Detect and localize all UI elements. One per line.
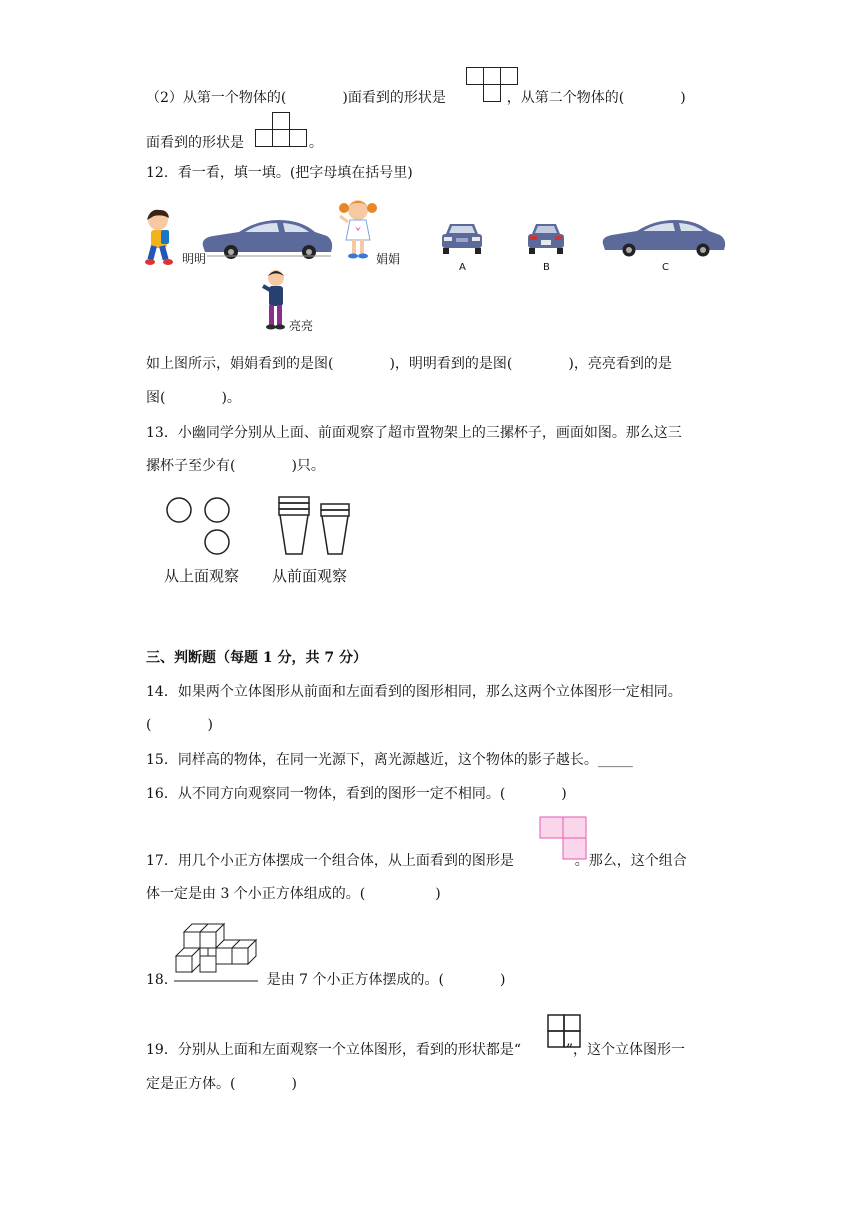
q18-text: 是由 7 个小正方体摆成的。( ) (266, 972, 506, 988)
q11-part2-text-b: ，从第二个物体的( ) (506, 90, 686, 106)
girl-juanjuan-icon (338, 196, 378, 260)
q15-line: 15．同样高的物体，在同一光源下，离光源越近，这个物体的影子越长。_____ (146, 752, 633, 768)
q12-answer-line2: 图( )。 (146, 390, 241, 406)
q18-num: 18． (146, 972, 178, 988)
boy-mingming-icon (144, 208, 180, 268)
q16-line: 16．从不同方向观察同一物体，看到的图形一定不相同。( ) (146, 786, 567, 802)
caption-front-view: 从前面观察 (272, 567, 348, 585)
q17-line2: 体一定是由 3 个小正方体组成的。( ) (146, 886, 441, 902)
q11-part2-text-a: （2）从第一个物体的( )面看到的形状是 (146, 90, 446, 106)
front-view-shape-icon (255, 112, 311, 148)
top-view-shape-icon (466, 67, 520, 103)
boy-liangliang-icon (260, 268, 290, 334)
cups-front-view-icon (277, 496, 353, 558)
label-mingming: 明明 (182, 252, 207, 266)
q14-line1: 14．如果两个立体图形从前面和左面看到的图形相同，那么这两个立体图形一定相同。 (146, 684, 682, 700)
label-c: C (662, 262, 669, 273)
label-b: B (543, 262, 550, 273)
label-juanjuan: 娟娟 (376, 252, 401, 266)
q19-text-a: 19．分别从上面和左面观察一个立体图形，看到的形状都是“ (146, 1042, 521, 1058)
section3-heading: 三、判断题（每题 1 分，共 7 分） (146, 650, 367, 666)
q19-line2: 定是正方体。( ) (146, 1076, 297, 1092)
car-b-rear-view-icon (526, 222, 566, 256)
q11-part2-line1 (146, 88, 686, 108)
q12-answer-line1: 如上图所示，娟娟看到的是图( )，明明看到的是图( )，亮亮看到的是 (146, 356, 672, 372)
q19-text-b: ”，这个立体图形一 (565, 1042, 686, 1058)
q13-stem-line1: 13．小幽同学分别从上面、前面观察了超市置物架上的三摞杯子，画面如图。那么这三 (146, 425, 682, 441)
q18-line (146, 970, 505, 990)
label-a: A (459, 262, 466, 273)
car-side-view-icon (199, 216, 335, 260)
q17-text-a: 17．用几个小正方体摆成一个组合体，从上面看到的图形是 (146, 853, 514, 869)
q12-stem: 12．看一看，填一填。(把字母填在括号里) (146, 165, 413, 181)
q14-line2: ( ) (146, 717, 213, 733)
q17-text-b: 。那么，这个组合 (574, 853, 687, 869)
car-c-side-view-icon (599, 216, 727, 258)
cups-top-view-icon (164, 496, 236, 558)
q17-line1 (146, 851, 687, 871)
q19-line1 (146, 1040, 685, 1060)
q13-stem-line2: 摞杯子至少有( )只。 (146, 458, 325, 474)
label-liangliang: 亮亮 (289, 319, 314, 333)
car-a-front-view-icon (440, 222, 484, 256)
caption-top-view: 从上面观察 (164, 567, 240, 585)
q11-part2-text-c: 面看到的形状是 (146, 135, 244, 151)
q11-part2-text-d: 。 (308, 135, 323, 151)
